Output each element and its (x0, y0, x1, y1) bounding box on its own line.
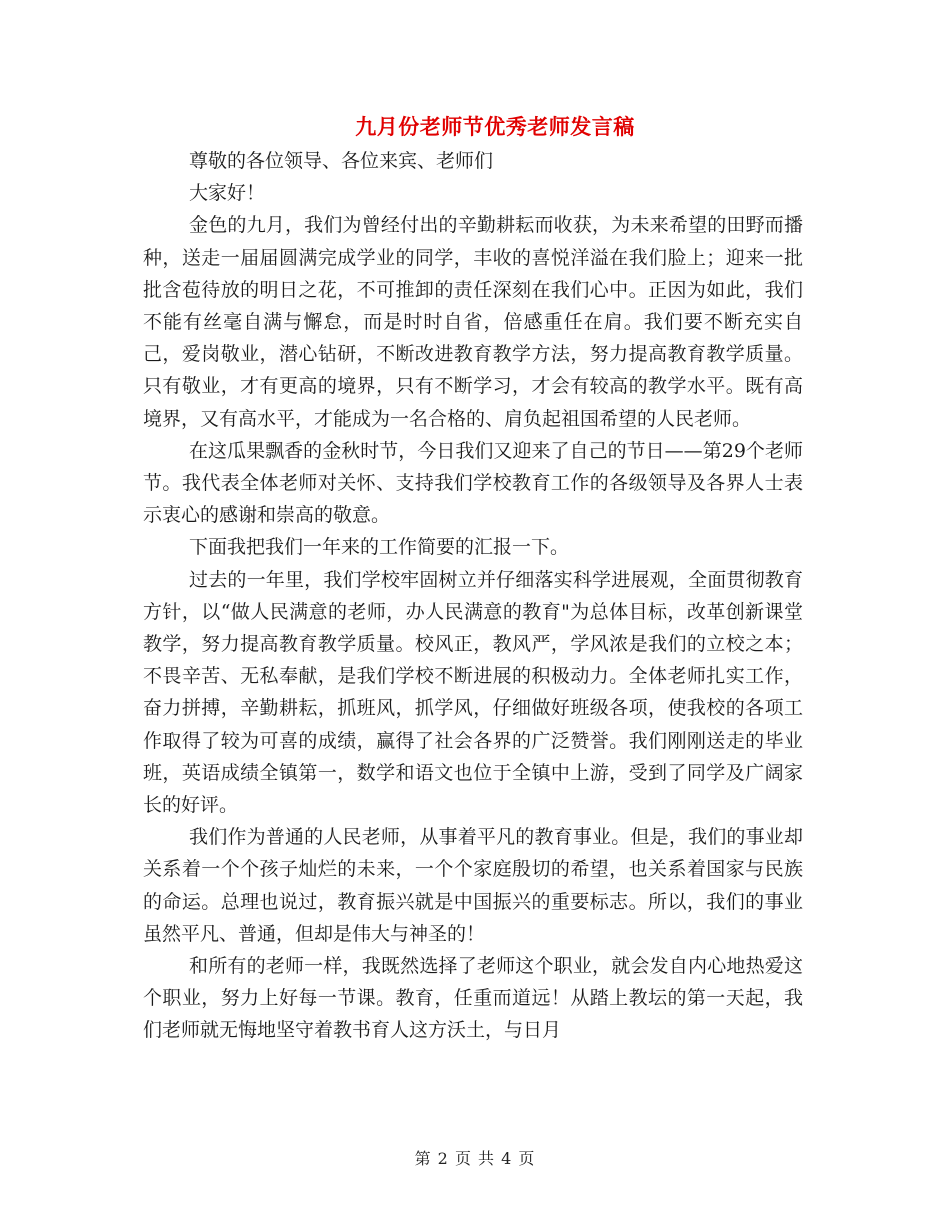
page-number-footer: 第 2 页 共 4 页 (414, 1149, 536, 1168)
paragraph: 金色的九月，我们为曾经付出的辛勤耕耘而收获，为未来希望的田野而播种，送走一届届圆满完成学业的同学，丰收的喜悦洋溢在我们脸上；迎来一批批含苞待放的明日之花，不可推卸的责任深刻在我们心中。正因为如此，我们不能有丝毫自满与懈怠，而是时时自省，倍感重任在肩。我们要不断充实自己，爱岗敬业，潜心钻研，不断改进教育教学方法，努力提高教育教学质量。只有敬业，才有更高的境界，只有不断学习，才会有较高的教学水平。既有高境界，又有高水平，才能成为一名合格的、肩负起祖国希望的人民老师。 (143, 214, 803, 430)
paragraph: 在这瓜果飘香的金秋时节，今日我们又迎来了自己的节日——第29个老师节。我代表全体老师对关怀、支持我们学校教育工作的各级领导及各界人士表示衷心的感谢和崇高的敬意。 (143, 439, 803, 527)
paragraph: 我们作为普通的人民老师，从事着平凡的教育事业。但是，我们的事业却关系着一个个孩子灿烂的未来，一个个家庭殷切的希望，也关系着国家与民族的命运。总理也说过，教育振兴就是中国振兴的重要标志。所以，我们的事业虽然平凡、普通，但却是伟大与神圣的！ (143, 826, 803, 945)
paragraph: 过去的一年里，我们学校牢固树立并仔细落实科学进展观，全面贯彻教育方针，以“做人民满意的老师，办人民满意的教育"为总体目标，改革创新课堂教学，努力提高教育教学质量。校风正，教风严，学风浓是我们的立校之本；不畏辛苦、无私奉献，是我们学校不断进展的积极动力。全体老师扎实工作，奋力拼搏，辛勤耕耘，抓班风，抓学风，仔细做好班级各项，使我校的各项工作取得了较为可喜的成绩，赢得了社会各界的广泛赞誉。我们刚刚送走的毕业班，英语成绩全镇第一，数学和语文也位于全镇中上游，受到了同学及广阔家长的好评。 (143, 568, 803, 817)
paragraph-greeting: 大家好！ (189, 182, 266, 205)
paragraph: 下面我把我们一年来的工作简要的汇报一下。 (189, 536, 570, 559)
paragraph-salutation: 尊敬的各位领导、各位来宾、老师们 (189, 150, 494, 172)
document-title: 九月份老师节优秀老师发言稿 (355, 115, 635, 139)
paragraph: 和所有的老师一样，我既然选择了老师这个职业，就会发自内心地热爱这个职业，努力上好每一节课。教育，任重而道远！从踏上教坛的第一天起，我们老师就无悔地坚守着教书育人这方沃土，与日月 (143, 955, 803, 1042)
document-body (143, 145, 803, 1047)
